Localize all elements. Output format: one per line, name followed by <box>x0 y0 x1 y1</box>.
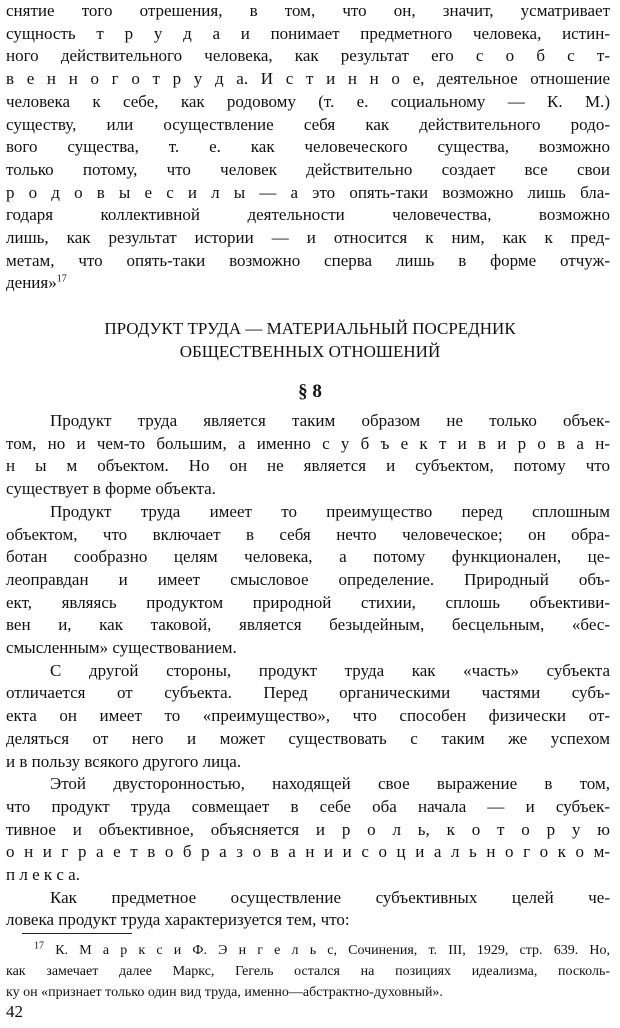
text-line: ловека продукт труда характеризуется тем, что: <box>6 910 350 930</box>
text-line-content: сущность т р у д а и понимает предметного человека, истин- <box>6 23 610 43</box>
text-line-content: человека к себе, как родовому (т. е. социальному — К. М.) <box>6 91 610 111</box>
text-line <box>6 91 610 114</box>
text-line: отличается от субъекта. Перед органическими частями субъ- <box>6 683 610 703</box>
text-line <box>6 250 610 273</box>
section-number: § 8 <box>298 381 322 402</box>
text-line: смысленным» существованием. <box>6 638 237 658</box>
text-line: Продукт труда является таким образом не только объек- <box>50 411 610 430</box>
footnote-line-content: К. М а р к с и Ф. Э н г е л ь с, Сочинения, т. III, 1929, стр. 639. Но, <box>55 943 611 958</box>
text-line <box>6 227 610 250</box>
text-line: Как предметное осуществление субъективных целей че- <box>50 887 610 907</box>
footnote-line <box>6 940 610 961</box>
footnote-line-content: ку он «признает только один вид труда, именно—абстрактно-духовный». <box>6 985 443 1000</box>
text-line <box>6 159 610 182</box>
chapter-heading-line-2: ОБЩЕСТВЕННЫХ ОТНОШЕНИЙ <box>179 342 441 361</box>
text-line <box>6 114 610 137</box>
text-line <box>6 45 610 68</box>
chapter-heading-line-1: ПРОДУКТ ТРУДА — МАТЕРИАЛЬНЫЙ ПОСРЕДНИК <box>104 319 516 338</box>
footnote-rule <box>22 933 132 934</box>
text-line: объектом, что включает в себя нечто человеческое; он обра- <box>6 524 610 544</box>
text-line <box>6 136 610 159</box>
footnote-marker: 17 <box>34 940 44 952</box>
text-line: деляться от него и может существовать с таким же успехом <box>6 728 610 748</box>
text-line: что продукт труда совмещает в себе оба начала — и субъек- <box>6 796 610 816</box>
text-line-content: в е н н о г о т р у д а. И с т и н н о е, деятельное отношение <box>6 69 610 89</box>
text-line-content: ного действительного человека, как результат его с о б с т- <box>6 46 610 66</box>
footnote-line <box>6 961 610 982</box>
text-line: Этой двусторонностью, находящей свое выражение в том, <box>50 774 610 794</box>
text-line-content: только потому, что человек действительно создает все свои <box>6 159 610 179</box>
text-line: существует в форме объекта. <box>6 479 216 499</box>
footnote-line-content: как замечает далее Маркс, Гегель остался на позициях идеализма, посколь- <box>6 964 610 979</box>
text-line <box>6 182 610 205</box>
text-line: п л е к с а. <box>6 865 80 885</box>
text-line-content: дения» <box>6 273 57 293</box>
text-line-content: р о д о в ы е с и л ы — а это опять-таки возможно лишь бла- <box>6 182 610 202</box>
footnote-line <box>6 982 610 1003</box>
text-line: вен и, как таковой, является безыдейным, бесцельным, «бес- <box>6 615 610 635</box>
text-line <box>6 204 610 227</box>
text-line: екта он имеет то «преимущество», что способен физически от- <box>6 706 610 726</box>
footnote-reference: 17 <box>56 273 67 285</box>
text-line <box>6 272 610 295</box>
text-line <box>6 23 610 46</box>
intro-paragraph <box>6 0 610 295</box>
section-body <box>6 410 610 932</box>
text-line <box>6 68 610 91</box>
text-line: том, но и чем-то большим, а именно с у б ъ е к т и в и р о в а н- <box>6 433 610 453</box>
footnote <box>6 940 610 1003</box>
text-line-content: снятие того отрешения, в том, что он, значит, усматривает <box>6 1 610 20</box>
text-line-content: лишь, как результат истории — и относится к ним, как к пред- <box>6 228 610 248</box>
text-line: ботан сообразно целям человека, а потому функционален, це- <box>6 547 610 567</box>
text-line: о н и г р а е т в о б р а з о в а н и и с о ц и а л ь н о г о к о м- <box>6 842 610 862</box>
text-line: н ы м объектом. Но он не является и субъектом, потому что <box>6 456 610 476</box>
text-line: С другой стороны, продукт труда как «часть» субъекта <box>50 660 610 680</box>
text-line: тивное и объективное, объясняется и р о л ь, к о т о р у ю <box>6 819 610 839</box>
text-line: леоправдан и имеет смысловое определение. Природный объ- <box>6 569 610 589</box>
text-line-content: метам, что опять-таки возможно сперва лишь в форме отчуж- <box>6 250 610 270</box>
text-line-content: годаря коллективной деятельности человечества, возможно <box>6 205 610 225</box>
text-line: Продукт труда имеет то преимущество перед сплошным <box>50 501 610 521</box>
text-line-content: существу, или осуществление себя как действительного родо- <box>6 114 610 134</box>
text-line: ект, являясь продуктом природной стихии, сплошь объективи- <box>6 592 610 612</box>
text-line: и в пользу всякого другого лица. <box>6 751 242 771</box>
page-number: 42 <box>6 1002 23 1021</box>
text-line <box>6 0 610 23</box>
text-line-content: вого существа, т. е. как человеческого существа, возможно <box>6 137 610 157</box>
